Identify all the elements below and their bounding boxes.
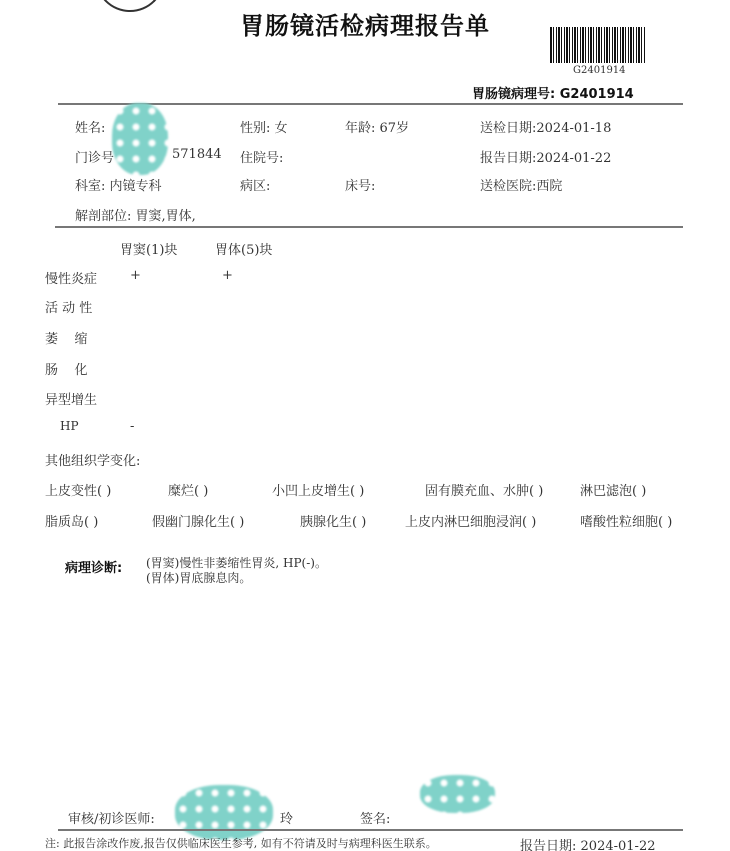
name-label: 姓名: [75,121,106,136]
row-label: 活 动 性 [45,301,93,316]
sign-label: 签名: [360,812,391,827]
submit-date-value: 2024-01-18 [536,121,612,136]
diagnosis-line: (胃窦)慢性非萎缩性胃炎, HP(-)。 [146,556,327,570]
row-value: + [222,268,233,283]
clinic-no-label: 门诊号 [75,151,115,166]
other-change-item: 固有膜充血、水肿( ) [425,484,544,499]
row-label: 异型增生 [45,393,98,408]
divider [55,226,683,228]
diagnosis-label: 病理诊断: [65,561,123,576]
column-header: 胃窦(1)块 [120,243,178,258]
pathology-no-label: 胃肠镜病理号: [472,87,556,102]
dept-label: 科室: [75,179,106,194]
gender-field [240,117,288,136]
clinic-no-value: 571844 [172,147,222,162]
column-header: 胃体(5)块 [215,243,273,258]
pathology-no-value: G2401914 [559,87,634,102]
site-label: 解剖部位: [75,209,132,224]
other-change-item: 糜烂( ) [168,484,209,499]
row-label: 肠 化 [45,363,88,378]
footer-report-date-value: 2024-01-22 [580,839,656,851]
dept-value: 内镜专科 [109,179,162,194]
row-label: 萎 缩 [45,332,88,347]
submit-date-label: 送检日期: [480,121,537,136]
report-date-field [480,147,611,166]
row-label: 慢性炎症 [45,272,98,287]
row-value: - [130,419,135,434]
other-change-item: 胰腺化生( ) [300,515,367,530]
ward-label: 病区: [240,179,271,194]
divider [58,829,683,831]
other-change-item: 淋巴滤泡( ) [580,484,647,499]
footer-note: 注: 此报告涂改作废,报告仅供临床医生参考, 如有不符请及时与病理科医生联系。 [45,837,437,850]
hospital-label: 送检医院: [480,179,537,194]
reviewer-label: 审核/初诊医师: [68,812,155,827]
age-label: 年龄: [345,121,376,136]
gender-value: 女 [274,121,288,136]
other-change-item: 上皮变性( ) [45,484,112,499]
gender-label: 性别: [240,121,271,136]
other-change-item: 嗜酸性粒细胞( ) [580,515,673,530]
barcode-text: G2401914 [573,65,626,76]
site-value: 胃窦,胃体, [135,209,196,224]
reviewer-value: 玲 [280,812,294,827]
dept-field [75,175,162,194]
other-changes-label: 其他组织学变化: [45,454,141,469]
other-change-item: 假幽门腺化生( ) [152,515,245,530]
age-field [345,117,409,136]
submit-date-field [480,117,611,136]
other-change-item: 上皮内淋巴细胞浸润( ) [405,515,537,530]
report-title: 胃肠镜活检病理报告单 [240,12,490,40]
row-value: + [130,268,141,283]
pathology-no [472,83,634,102]
footer-report-date [520,835,655,851]
redaction-mask [175,785,273,840]
hospital-value: 西院 [536,179,563,194]
barcode [550,27,645,63]
bed-label: 床号: [345,179,376,194]
redaction-mask [112,103,168,175]
inpatient-no-label: 住院号: [240,151,284,166]
row-label: HP [60,419,79,433]
diagnosis-line: (胃体)胃底腺息肉。 [146,571,252,585]
hospital-field [480,175,562,194]
report-date-value: 2024-01-22 [536,151,612,166]
redaction-mask [420,775,495,813]
footer-report-date-label: 报告日期: [520,839,577,851]
report-date-label: 报告日期: [480,151,537,166]
site-field [75,205,196,224]
other-change-item: 脂质岛( ) [45,515,99,530]
age-value: 67岁 [379,121,410,136]
other-change-item: 小凹上皮增生( ) [272,484,365,499]
